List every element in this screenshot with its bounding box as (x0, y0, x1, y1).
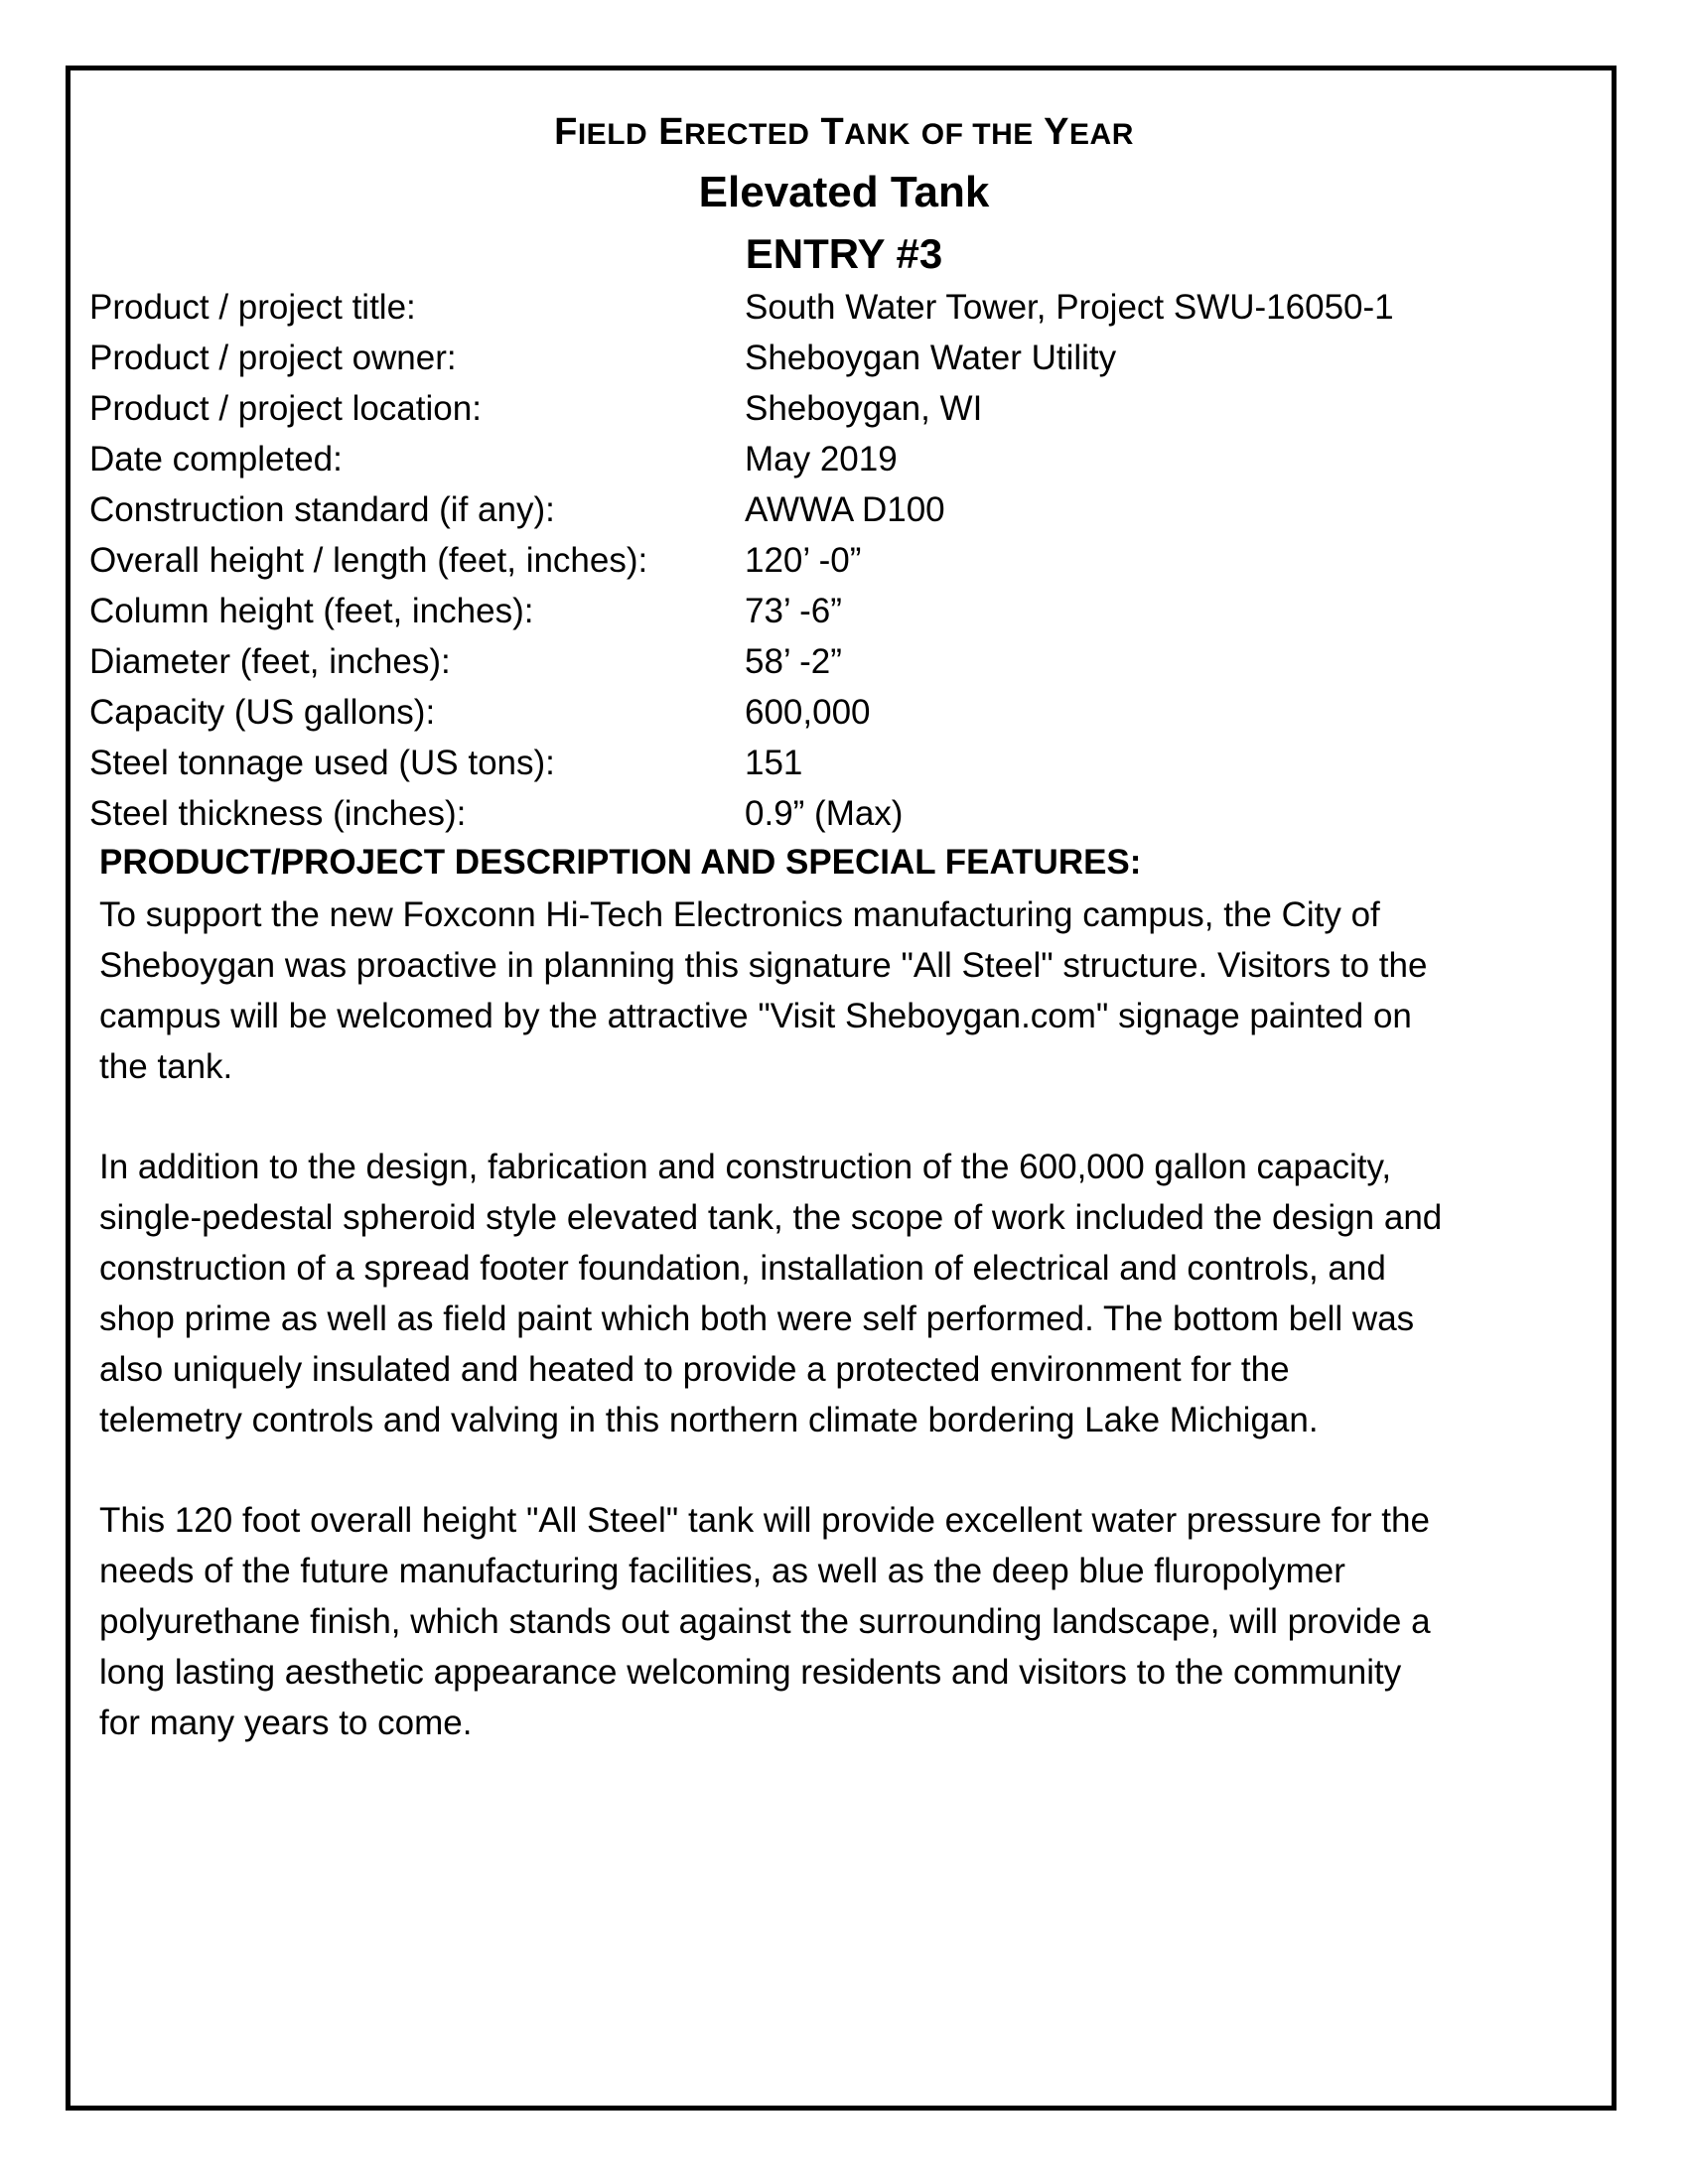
spec-table (89, 282, 1529, 839)
spec-row-overall-height (89, 535, 1529, 586)
category-word-1-initial: F (554, 111, 578, 153)
description-heading: PRODUCT/PROJECT DESCRIPTION AND SPECIAL FEATURES: (99, 843, 1142, 882)
text-line: single-pedestal spheroid style elevated tank, the scope of work included the design and (99, 1198, 1443, 1237)
spec-value: 58’ -2” (745, 641, 842, 681)
text-line: shop prime as well as field paint which both were self performed. The bottom bell was (99, 1299, 1415, 1338)
spec-value: 73’ -6” (745, 591, 842, 630)
spec-label: Product / project title: (89, 287, 416, 327)
spec-label: Date completed: (89, 439, 343, 478)
spec-row-title (89, 282, 1529, 333)
text-line: Sheboygan was proactive in planning this signature "All Steel" structure. Visitors to the (99, 946, 1428, 985)
description-paragraph-1 (99, 889, 1549, 1092)
spec-label: Product / project owner: (89, 338, 457, 377)
spec-value: South Water Tower, Project SWU-16050-1 (745, 287, 1394, 327)
category-word-5-initial: Y (1044, 111, 1070, 153)
spec-value: 151 (745, 743, 803, 782)
text-line: In addition to the design, fabrication and construction of the 600,000 gallon capacity, (99, 1148, 1392, 1186)
spec-label: Capacity (US gallons): (89, 692, 436, 732)
text-line: also uniquely insulated and heated to provide a protected environment for the (99, 1350, 1290, 1389)
spec-row-location (89, 383, 1529, 434)
spec-row-capacity (89, 687, 1529, 738)
spec-label: Diameter (feet, inches): (89, 641, 451, 681)
spec-row-steel-tonnage (89, 738, 1529, 788)
text-line: telemetry controls and valving in this northern climate bordering Lake Michigan. (99, 1401, 1319, 1439)
spec-row-column-height (89, 586, 1529, 636)
spec-value: 120’ -0” (745, 540, 862, 580)
category-word-1-rest: IELD (577, 118, 648, 151)
description-paragraph-2 (99, 1142, 1549, 1445)
category-word-4: OF THE (920, 118, 1034, 151)
text-line: campus will be welcomed by the attractive "Visit Sheboygan.com" signage painted on (99, 997, 1412, 1035)
spec-value: Sheboygan Water Utility (745, 338, 1117, 377)
text-line: the tank. (99, 1047, 233, 1086)
tank-type-heading: Elevated Tank (698, 168, 990, 216)
text-line: needs of the future manufacturing facilities, as well as the deep blue fluropolymer (99, 1552, 1345, 1590)
text-line: construction of a spread footer foundation, installation of electrical and controls, and (99, 1249, 1386, 1288)
category-word-5-rest: EAR (1069, 118, 1134, 151)
text-line: This 120 foot overall height "All Steel" tank will provide excellent water pressure for the (99, 1501, 1430, 1540)
entry-number-heading: ENTRY #3 (745, 230, 943, 277)
spec-value: Sheboygan, WI (745, 388, 983, 428)
award-category-heading (0, 107, 1688, 160)
spec-label: Column height (feet, inches): (89, 591, 534, 630)
spec-row-date-completed (89, 434, 1529, 484)
spec-row-diameter (89, 636, 1529, 687)
spec-label: Construction standard (if any): (89, 489, 555, 529)
spec-label: Steel tonnage used (US tons): (89, 743, 555, 782)
spec-row-steel-thickness (89, 788, 1529, 839)
spec-value: 0.9” (Max) (745, 793, 904, 833)
spec-row-construction-standard (89, 484, 1529, 535)
text-line: To support the new Foxconn Hi-Tech Electronics manufacturing campus, the City of (99, 895, 1380, 934)
category-word-2-rest: RECTED (684, 118, 810, 151)
spec-label: Overall height / length (feet, inches): (89, 540, 648, 580)
spec-value: AWWA D100 (745, 489, 945, 529)
category-word-3-initial: T (820, 111, 845, 153)
text-line: long lasting aesthetic appearance welcoming residents and visitors to the community (99, 1653, 1402, 1692)
category-word-2-initial: E (658, 111, 685, 153)
text-line: polyurethane finish, which stands out against the surrounding landscape, will provide a (99, 1602, 1431, 1641)
spec-row-owner (89, 333, 1529, 383)
spec-value: 600,000 (745, 692, 871, 732)
text-line: for many years to come. (99, 1704, 473, 1742)
spec-value: May 2019 (745, 439, 898, 478)
spec-label: Product / project location: (89, 388, 482, 428)
spec-label: Steel thickness (inches): (89, 793, 467, 833)
description-paragraph-3 (99, 1495, 1549, 1748)
category-word-3-rest: ANK (844, 118, 911, 151)
